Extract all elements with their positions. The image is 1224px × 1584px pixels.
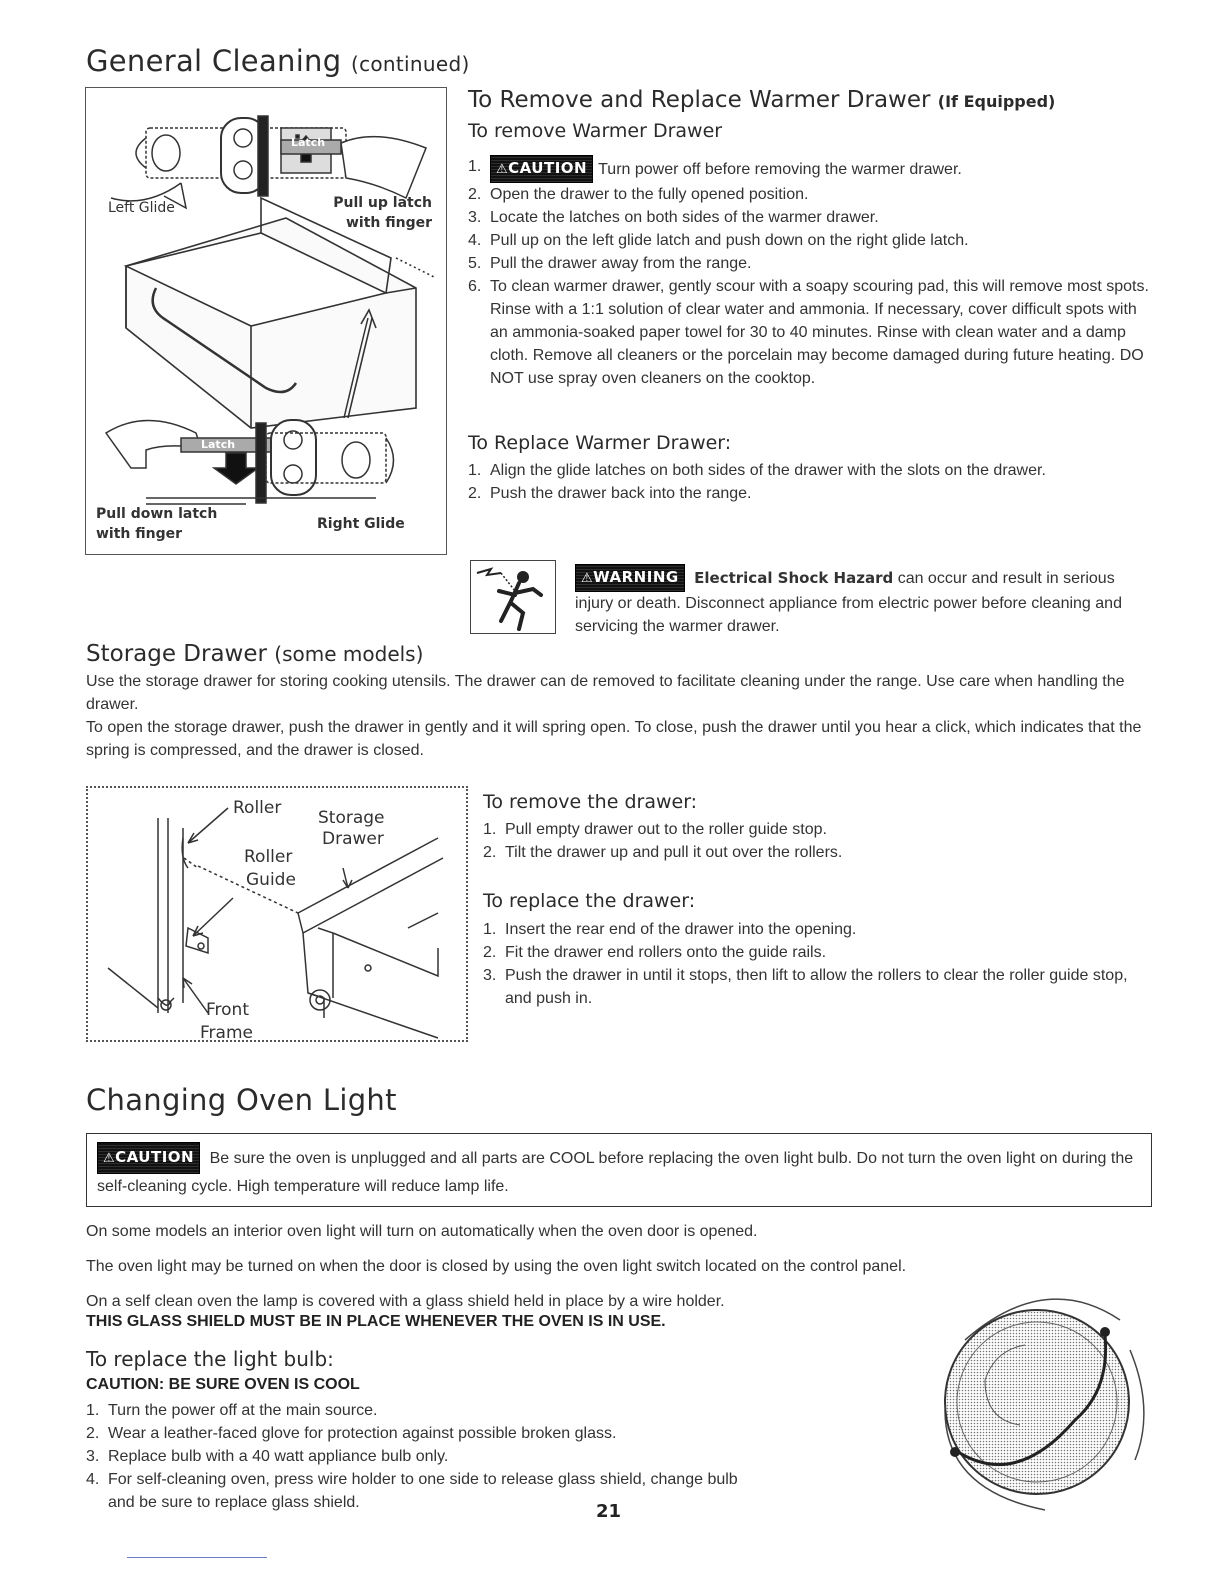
step-text: Push the drawer back into the range. [490, 485, 752, 502]
page-title [86, 44, 470, 78]
pull-down-latch-label: Pull down latch [96, 506, 218, 522]
warning-body-text: can occur and result in serious injury or death. Disconnect appliance from electric power before cleaning and servicing the warmer drawer. [575, 570, 1122, 635]
warmer-drawer-figure [85, 87, 447, 555]
step-text: Wear a leather-faced glove for protection against possible broken glass. [108, 1425, 617, 1442]
remove-storage-drawer-steps [483, 818, 1153, 864]
list-item [483, 941, 1133, 964]
caution-badge [97, 1142, 200, 1174]
step-number: 1. [468, 462, 482, 479]
list-item [86, 1445, 766, 1468]
step-number: 4. [468, 232, 482, 249]
replace-warmer-title: To Replace Warmer Drawer: [468, 432, 732, 454]
step-number: 3. [468, 209, 482, 226]
list-item [483, 818, 1153, 841]
step-text: Push the drawer in until it stops, then lift to allow the rollers to clear the roller guide stop, and push in. [505, 967, 1128, 1007]
shock-hazard-icon [470, 560, 556, 634]
warmer-title-text: To Remove and Replace Warmer Drawer [468, 87, 931, 113]
storage-drawer-label: Storage [318, 808, 385, 828]
replace-bulb-steps [86, 1399, 766, 1514]
storage-paragraph-2: To open the storage drawer, push the drawer in gently and it will spring open. To close, push the drawer until you hear a click, which indicates that the spring is compressed, and the drawer is closed. [86, 719, 1142, 759]
list-item [468, 459, 1156, 482]
list-item [468, 275, 1156, 390]
step-text: Pull up on the left glide latch and push down on the right glide latch. [490, 232, 969, 249]
oven-light-illustration [925, 1290, 1165, 1520]
step-number: 1. [483, 821, 497, 838]
step-number: 2. [468, 485, 482, 502]
step-text: Tilt the drawer up and pull it out over the rollers. [505, 844, 843, 861]
warning-triangle-icon: ⚠ [496, 162, 509, 177]
oven-light-paragraph-1: On some models an interior oven light will turn on automatically when the oven door is opened. [86, 1223, 758, 1240]
remove-warmer-steps [468, 155, 1156, 390]
footer-rule [127, 1557, 267, 1558]
replace-bulb-title: To replace the light bulb: [86, 1347, 334, 1371]
step-text: Locate the latches on both sides of the warmer drawer. [490, 209, 879, 226]
step-text: Align the glide latches on both sides of the drawer with the slots on the drawer. [490, 462, 1046, 479]
step-number: 1. [483, 921, 497, 938]
warning-triangle-icon: ⚠ [581, 571, 594, 586]
step-text: Replace bulb with a 40 watt appliance bulb only. [108, 1448, 449, 1465]
list-item [468, 183, 1156, 206]
step-text: To clean warmer drawer, gently scour with a soapy scouring pad, this will remove most spots. Rinse with a 1:1 solution of clear water and ammonia. If necessary, cover difficult spots with an ammonia-soaked paper towel for 30 to 40 minutes. Rinse with clean water and a damp cloth. Remove all cleaners or the porcelain may become damaged during future heating. DO NOT use spray oven cleaners on the cooktop. [490, 278, 1149, 387]
replace-storage-drawer-steps [483, 918, 1133, 1010]
warning-label: WARNING [593, 568, 679, 586]
shock-warning-text [575, 564, 1155, 638]
pull-up-latch-label-line2: with finger [345, 215, 432, 231]
warning-badge [575, 564, 685, 592]
oven-light-title: Changing Oven Light [86, 1083, 397, 1117]
right-glide-label: Right Glide [317, 516, 405, 532]
storage-paragraph-1: Use the storage drawer for storing cooking utensils. The drawer can de removed to facilitate cleaning under the range. Use care when handling the drawer. [86, 673, 1125, 713]
list-item [86, 1399, 766, 1422]
caution-label: CAUTION [508, 159, 588, 177]
storage-drawer-label-line2: Drawer [322, 829, 384, 849]
warmer-drawer-illustration [86, 88, 446, 554]
warmer-title-suffix: (If Equipped) [937, 92, 1056, 111]
list-item [468, 155, 1156, 183]
step-text: Pull the drawer away from the range. [490, 255, 752, 272]
list-item [86, 1468, 766, 1514]
replace-warmer-steps [468, 459, 1156, 505]
step-text: Insert the rear end of the drawer into the opening. [505, 921, 857, 938]
step-number: 1. [468, 158, 482, 175]
electrical-shock-icon [471, 561, 555, 633]
oven-light-caution-text [97, 1142, 1141, 1200]
step-number: 3. [86, 1448, 100, 1465]
step-text: Turn the power off at the main source. [108, 1402, 378, 1419]
page-number: 21 [596, 1501, 622, 1522]
roller-label: Roller [233, 798, 282, 818]
caution-badge [490, 155, 593, 183]
latch-top-label: Latch [291, 136, 326, 149]
step-text: Open the drawer to the fully opened position. [490, 186, 809, 203]
pull-down-latch-label-line2: with finger [96, 526, 183, 542]
caution-body-text: Be sure the oven is unplugged and all parts are COOL before replacing the oven light bulb. Do not turn the oven light on during the self-cleaning cycle. High temperature will reduce lamp life. [97, 1150, 1134, 1195]
step-number: 2. [86, 1425, 100, 1442]
remove-warmer-title: To remove Warmer Drawer [468, 120, 723, 142]
step-number: 1. [86, 1402, 100, 1419]
oven-light-paragraph-3: On a self clean oven the lamp is covered with a glass shield held in place by a wire holder. [86, 1293, 725, 1310]
page-title-suffix: (continued) [350, 52, 470, 76]
list-item [468, 206, 1156, 229]
storage-title-suffix: (some models) [274, 642, 424, 666]
step-number: 3. [483, 967, 497, 984]
pull-up-latch-label: Pull up latch [333, 195, 432, 211]
storage-title-text: Storage Drawer [86, 641, 267, 667]
step-number: 2. [483, 944, 497, 961]
caution-oven-cool: CAUTION: BE SURE OVEN IS COOL [86, 1376, 360, 1393]
step-text: Turn power off before removing the warmer drawer. [598, 161, 962, 178]
roller-guide-label: Roller [244, 847, 293, 867]
step-number: 4. [86, 1471, 100, 1488]
step-number: 6. [468, 278, 482, 295]
caution-label: CAUTION [115, 1148, 195, 1166]
left-glide-label: Left Glide [108, 200, 175, 216]
step-text: For self-cleaning oven, press wire holder to one side to release glass shield, change bulb and be sure to replace glass shield. [108, 1471, 738, 1511]
step-number: 2. [483, 844, 497, 861]
front-frame-label: Front [206, 1000, 249, 1020]
glass-shield-notice: THIS GLASS SHIELD MUST BE IN PLACE WHENEVER THE OVEN IS IN USE. [86, 1313, 666, 1330]
oven-light-caution-box [86, 1133, 1152, 1207]
step-text: Pull empty drawer out to the roller guide stop. [505, 821, 827, 838]
storage-drawer-illustration [88, 788, 466, 1040]
warning-triangle-icon: ⚠ [103, 1151, 116, 1166]
step-number: 5. [468, 255, 482, 272]
step-text: Fit the drawer end rollers onto the guide rails. [505, 944, 827, 961]
list-item [483, 964, 1133, 1010]
list-item [86, 1422, 766, 1445]
replace-storage-drawer-title: To replace the drawer: [483, 890, 696, 912]
list-item [468, 482, 1156, 505]
list-item [468, 229, 1156, 252]
storage-drawer-figure [86, 786, 468, 1042]
remove-storage-drawer-title: To remove the drawer: [483, 791, 698, 813]
roller-guide-label-line2: Guide [246, 870, 296, 890]
list-item [483, 841, 1153, 864]
latch-bottom-label: Latch [201, 438, 236, 451]
list-item [468, 252, 1156, 275]
step-number: 2. [468, 186, 482, 203]
storage-section-title [86, 641, 423, 667]
warmer-section-title [468, 87, 1055, 113]
page-title-text: General Cleaning [86, 44, 342, 78]
warning-bold-text: Electrical Shock Hazard [694, 569, 894, 587]
list-item [483, 918, 1133, 941]
oven-light-paragraph-2: The oven light may be turned on when the door is closed by using the oven light switch located on the control panel. [86, 1258, 907, 1275]
front-frame-label-line2: Frame [200, 1023, 253, 1043]
